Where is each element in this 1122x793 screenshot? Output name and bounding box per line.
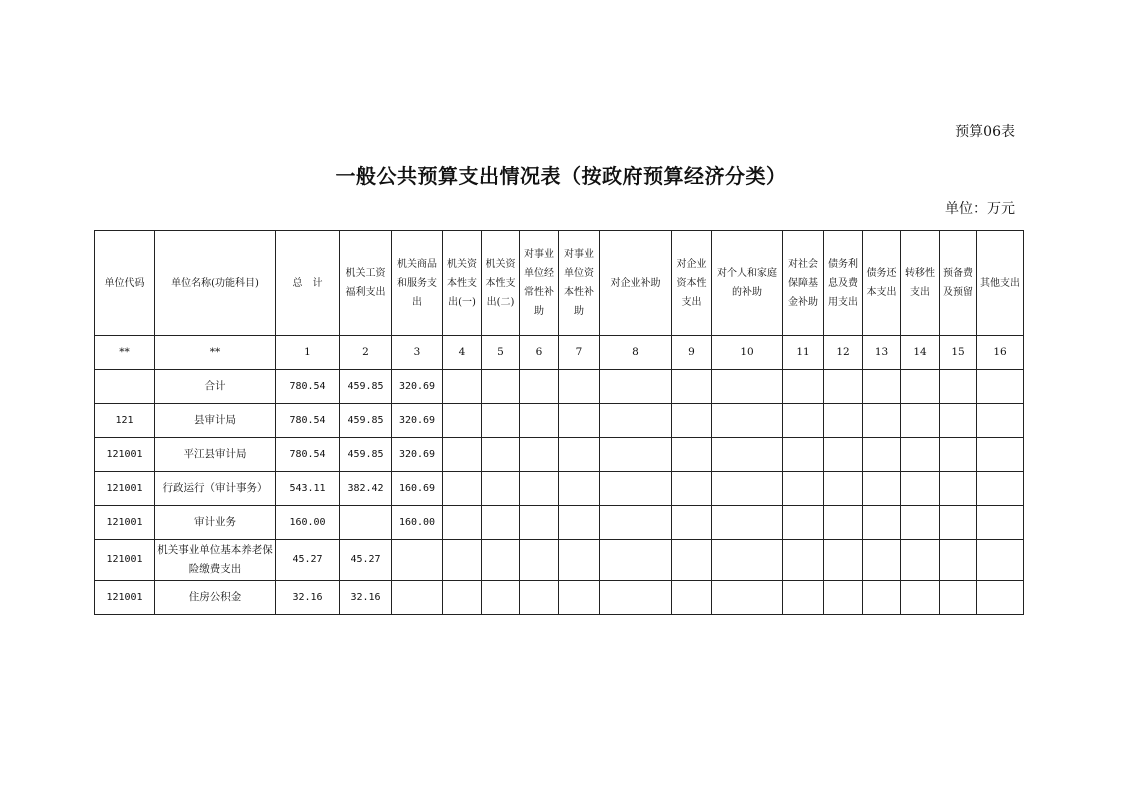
cell-empty (600, 370, 672, 404)
cell-empty (977, 581, 1024, 615)
col-header: 债务利息及费用支出 (824, 231, 863, 336)
cell-total: 780.54 (276, 370, 340, 404)
cell-goods: 320.69 (392, 370, 443, 404)
cell-empty (783, 472, 824, 506)
index-cell: 11 (783, 336, 824, 370)
cell-empty (824, 540, 863, 581)
col-header: 单位名称(功能科目) (155, 231, 276, 336)
cell-code: 121001 (95, 506, 155, 540)
cell-goods: 320.69 (392, 438, 443, 472)
cell-total: 160.00 (276, 506, 340, 540)
cell-empty (520, 540, 559, 581)
col-header: 对事业单位经常性补助 (520, 231, 559, 336)
index-cell: 14 (901, 336, 940, 370)
cell-wage: 45.27 (340, 540, 392, 581)
cell-name: 住房公积金 (155, 581, 276, 615)
cell-empty (901, 472, 940, 506)
col-header: 对事业单位资本性补助 (559, 231, 600, 336)
cell-empty (482, 472, 520, 506)
cell-empty (600, 438, 672, 472)
index-row (95, 336, 1024, 370)
index-cell: 6 (520, 336, 559, 370)
cell-empty (863, 540, 901, 581)
col-header: 预备费及预留 (940, 231, 977, 336)
table-row (95, 472, 1024, 506)
cell-empty (712, 581, 783, 615)
cell-empty (520, 404, 559, 438)
index-cell: 2 (340, 336, 392, 370)
index-cell: 5 (482, 336, 520, 370)
cell-empty (482, 506, 520, 540)
index-cell: 7 (559, 336, 600, 370)
cell-empty (940, 472, 977, 506)
col-header: 对个人和家庭的补助 (712, 231, 783, 336)
cell-name: 机关事业单位基本养老保险缴费支出 (155, 540, 276, 581)
cell-wage: 459.85 (340, 438, 392, 472)
cell-empty (443, 581, 482, 615)
cell-empty (712, 472, 783, 506)
cell-code: 121001 (95, 438, 155, 472)
cell-empty (940, 370, 977, 404)
cell-total: 780.54 (276, 404, 340, 438)
cell-empty (863, 581, 901, 615)
index-cell: 4 (443, 336, 482, 370)
cell-empty (783, 581, 824, 615)
col-header: 对企业补助 (600, 231, 672, 336)
expenditure-table (94, 230, 1024, 615)
cell-empty (824, 581, 863, 615)
index-cell: 8 (600, 336, 672, 370)
cell-empty (443, 472, 482, 506)
cell-empty (672, 370, 712, 404)
cell-empty (977, 540, 1024, 581)
cell-empty (712, 438, 783, 472)
cell-empty (863, 404, 901, 438)
cell-empty (901, 438, 940, 472)
cell-empty (559, 540, 600, 581)
cell-name: 审计业务 (155, 506, 276, 540)
cell-empty (977, 438, 1024, 472)
cell-empty (712, 404, 783, 438)
cell-empty (443, 506, 482, 540)
cell-empty (559, 472, 600, 506)
cell-empty (520, 581, 559, 615)
col-header: 对社会保障基金补助 (783, 231, 824, 336)
col-header: 机关资本性支出(一) (443, 231, 482, 336)
cell-empty (940, 506, 977, 540)
cell-goods: 160.00 (392, 506, 443, 540)
index-cell: 10 (712, 336, 783, 370)
cell-empty (520, 472, 559, 506)
col-header: 其他支出 (977, 231, 1024, 336)
index-cell: ** (155, 336, 276, 370)
cell-empty (977, 404, 1024, 438)
col-header: 转移性支出 (901, 231, 940, 336)
index-cell: 13 (863, 336, 901, 370)
cell-empty (783, 370, 824, 404)
cell-empty (901, 540, 940, 581)
cell-empty (977, 506, 1024, 540)
cell-empty (520, 506, 559, 540)
cell-empty (863, 370, 901, 404)
cell-empty (520, 370, 559, 404)
unit-label: 单位：万元 (945, 201, 1015, 217)
cell-empty (977, 370, 1024, 404)
table-row (95, 506, 1024, 540)
table-row (95, 540, 1024, 581)
cell-empty (824, 438, 863, 472)
cell-empty (600, 540, 672, 581)
index-cell: 16 (977, 336, 1024, 370)
table-row (95, 404, 1024, 438)
cell-empty (559, 438, 600, 472)
table-row (95, 581, 1024, 615)
cell-goods: 160.69 (392, 472, 443, 506)
cell-empty (672, 506, 712, 540)
cell-wage: 32.16 (340, 581, 392, 615)
cell-empty (443, 540, 482, 581)
index-cell: ** (95, 336, 155, 370)
cell-empty (672, 540, 712, 581)
cell-empty (712, 506, 783, 540)
cell-empty (901, 581, 940, 615)
cell-empty (600, 506, 672, 540)
cell-empty (901, 370, 940, 404)
col-header: 单位代码 (95, 231, 155, 336)
cell-empty (600, 581, 672, 615)
cell-empty (443, 438, 482, 472)
cell-wage: 382.42 (340, 472, 392, 506)
cell-code: 121001 (95, 472, 155, 506)
cell-wage: 459.85 (340, 370, 392, 404)
cell-empty (824, 472, 863, 506)
cell-wage: 459.85 (340, 404, 392, 438)
index-cell: 12 (824, 336, 863, 370)
page-title: 一般公共预算支出情况表（按政府预算经济分类） (335, 164, 787, 188)
cell-empty (672, 438, 712, 472)
index-cell: 1 (276, 336, 340, 370)
cell-code: 121001 (95, 581, 155, 615)
index-cell: 9 (672, 336, 712, 370)
cell-empty (600, 472, 672, 506)
cell-empty (783, 540, 824, 581)
cell-empty (863, 506, 901, 540)
cell-name: 平江县审计局 (155, 438, 276, 472)
col-header: 债务还本支出 (863, 231, 901, 336)
cell-empty (482, 581, 520, 615)
cell-name: 行政运行（审计事务） (155, 472, 276, 506)
cell-goods (392, 581, 443, 615)
index-cell: 15 (940, 336, 977, 370)
cell-empty (520, 438, 559, 472)
col-header: 机关资本性支出(二) (482, 231, 520, 336)
cell-empty (482, 404, 520, 438)
cell-empty (712, 370, 783, 404)
header-row (95, 231, 1024, 336)
index-cell: 3 (392, 336, 443, 370)
cell-empty (559, 506, 600, 540)
table-row (95, 438, 1024, 472)
cell-empty (712, 540, 783, 581)
cell-empty (443, 404, 482, 438)
col-header: 对企业资本性支出 (672, 231, 712, 336)
cell-empty (977, 472, 1024, 506)
cell-empty (672, 472, 712, 506)
cell-name: 县审计局 (155, 404, 276, 438)
cell-empty (559, 370, 600, 404)
cell-code: 121 (95, 404, 155, 438)
cell-goods (392, 540, 443, 581)
cell-empty (482, 438, 520, 472)
cell-empty (783, 404, 824, 438)
cell-total: 45.27 (276, 540, 340, 581)
cell-wage (340, 506, 392, 540)
cell-empty (901, 404, 940, 438)
cell-empty (559, 581, 600, 615)
cell-empty (863, 438, 901, 472)
cell-empty (901, 506, 940, 540)
data-rows (95, 370, 1024, 615)
cell-empty (783, 506, 824, 540)
cell-empty (824, 404, 863, 438)
cell-total: 543.11 (276, 472, 340, 506)
cell-total: 32.16 (276, 581, 340, 615)
cell-empty (940, 581, 977, 615)
table-row (95, 370, 1024, 404)
cell-empty (940, 438, 977, 472)
cell-empty (600, 404, 672, 438)
cell-empty (863, 472, 901, 506)
cell-code (95, 370, 155, 404)
cell-empty (482, 370, 520, 404)
cell-empty (443, 370, 482, 404)
cell-empty (482, 540, 520, 581)
cell-goods: 320.69 (392, 404, 443, 438)
cell-empty (559, 404, 600, 438)
cell-empty (783, 438, 824, 472)
form-number: 预算06表 (955, 124, 1015, 140)
col-header: 机关工资福利支出 (340, 231, 392, 336)
col-header: 总 计 (276, 231, 340, 336)
cell-empty (940, 540, 977, 581)
cell-empty (940, 404, 977, 438)
cell-empty (672, 404, 712, 438)
cell-code: 121001 (95, 540, 155, 581)
cell-empty (824, 370, 863, 404)
cell-empty (824, 506, 863, 540)
col-header: 机关商品和服务支出 (392, 231, 443, 336)
cell-total: 780.54 (276, 438, 340, 472)
cell-empty (672, 581, 712, 615)
cell-name: 合计 (155, 370, 276, 404)
